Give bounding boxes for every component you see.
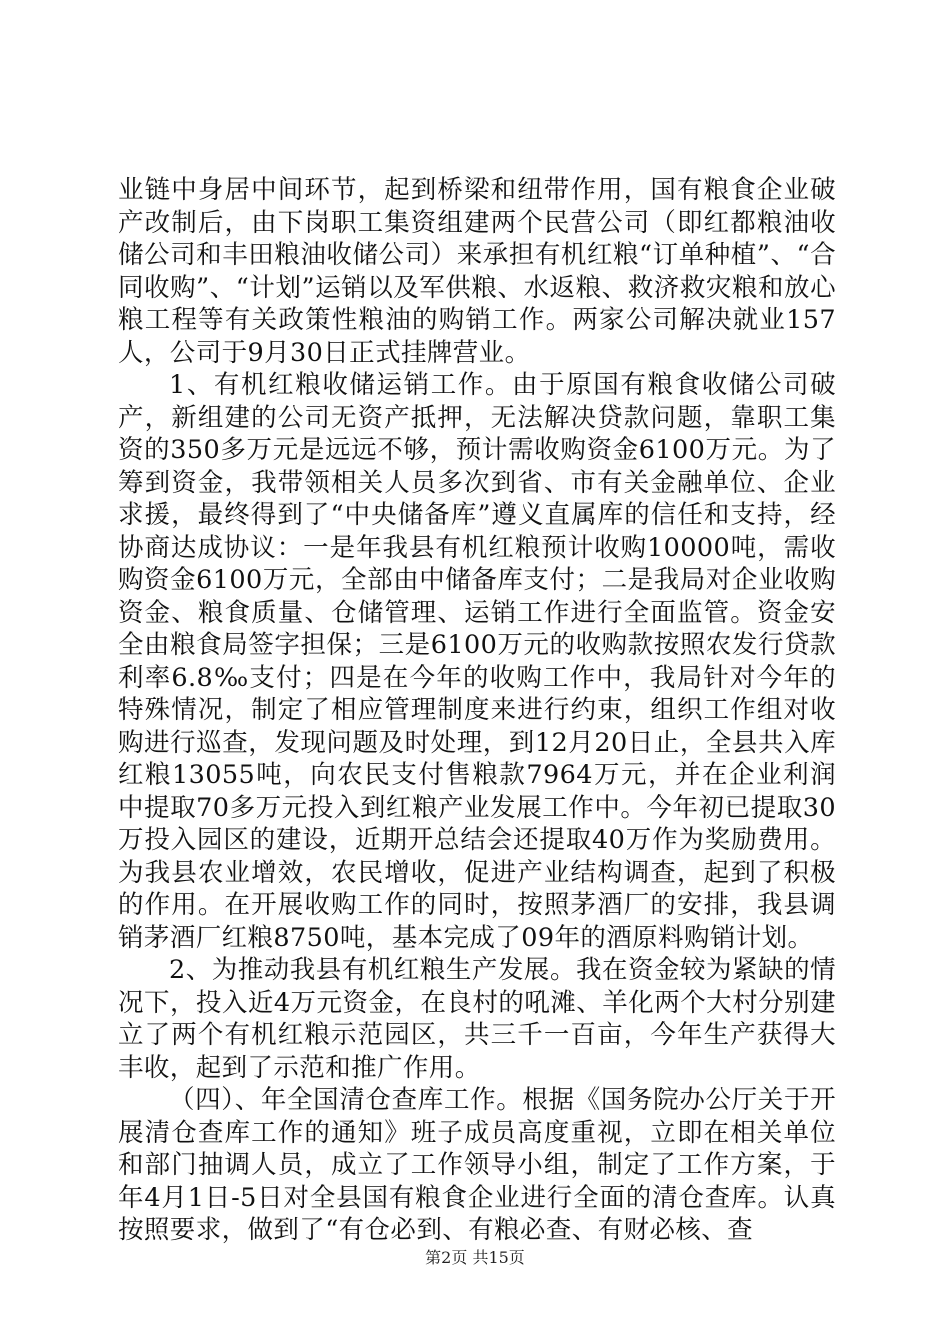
paragraph-red-grain-storage: 1、有机红粮收储运销工作。由于原国有粮食收储公司破产，新组建的公司无资产抵押，无法解决贷款问题，靠职工集资的350多万元是远远不够，预计需收购资金6100万元。为了筹到资金，我带领相关人员多次到省、市有关金融单位、企业求援，最终得到了“中央储备库”遵义直属库的信任和支持，经协商达成协议：一是年我县有机红粮预计收购10000吨，需收购资金6100万元，全部由中储备库支付；二是我局对企业收购资金、粮食质量、仓储管理、运销工作进行全面监管。资金安全由粮食局签字担保；三是6100万元的收购款按照农发行贷款利率6.8‰支付；四是在今年的收购工作中，我局针对今年的特殊情况，制定了相应管理制度来进行约束，组织工作组对收购进行巡查，发现问题及时处理，到12月20日止，全县共入库红粮13055吨，向农民支付售粮款7964万元，并在企业利润中提取70多万元投入到红粮产业发展工作中。今年初已提取30万投入园区的建设，近期开总结会还提取40万作为奖励费用。为我县农业增效，农民增收，促进产业结构调查，起到了积极的作用。在开展收购工作的同时，按照茅酒厂的安排，我县调销茅酒厂红粮8750吨，基本完成了09年的酒原料购销计划。 (118, 370, 836, 953)
document-body (118, 174, 836, 1247)
page-number-footer: 第2页 共15页 (425, 1248, 525, 1267)
paragraph-warehouse-inspection: （四）、年全国清仓查库工作。根据《国务院办公厅关于开展清仓查库工作的通知》班子成员高度重视，立即在相关单位和部门抽调人员，成立了工作领导小组，制定了工作方案，于年4月1日-5日对全县国有粮食企业进行全面的清仓查库。认真按照要求，做到了“有仓必到、有粮必查、有财必核、查 (118, 1085, 836, 1245)
paragraph-continuation: 业链中身居中间环节，起到桥梁和纽带作用，国有粮食企业破产改制后，由下岗职工集资组建两个民营公司（即红都粮油收储公司和丰田粮油收储公司）来承担有机红粮“订单种植”、“合同收购”、“计划”运销以及军供粮、水返粮、救济救灾粮和放心粮工程等有关政策性粮油的购销工作。两家公司解决就业157人，公司于9月30日正式挂牌营业。 (118, 175, 836, 368)
paragraph-demonstration-park: 2、为推动我县有机红粮生产发展。我在资金较为紧缺的情况下，投入近4万元资金，在良村的吼滩、羊化两个大村分别建立了两个有机红粮示范园区，共三千一百亩，今年生产获得大丰收，起到了示范和推广作用。 (118, 955, 836, 1083)
